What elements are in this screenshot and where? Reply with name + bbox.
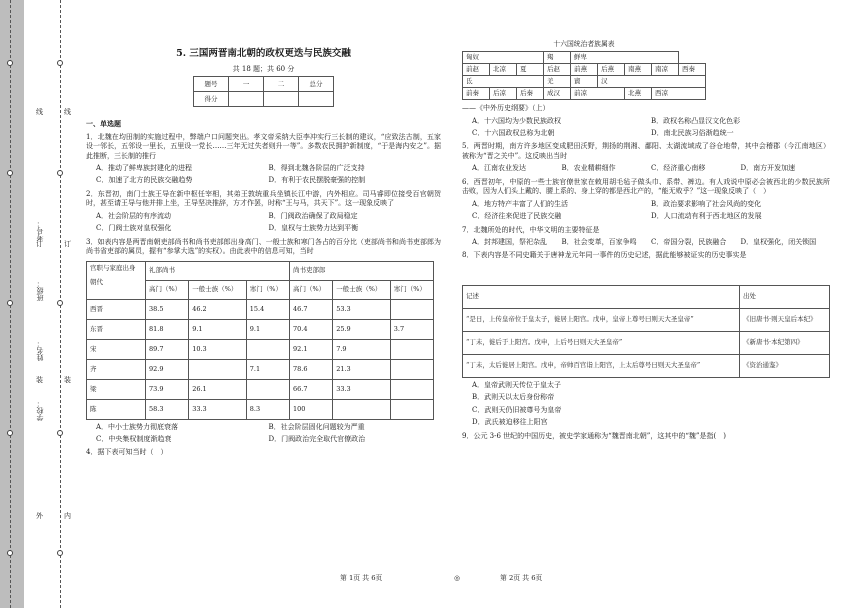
table-cell: 9.1 xyxy=(189,319,247,339)
table-row xyxy=(463,354,830,377)
table-cell: 3.7 xyxy=(390,319,433,339)
table-cell: 15.4 xyxy=(246,299,289,319)
score-cell[interactable] xyxy=(264,92,299,107)
binding-hole-icon xyxy=(57,170,63,176)
table-corner-bottom: 朝代 xyxy=(90,278,103,287)
option-b[interactable]: B．武则天以太后身份称帝 xyxy=(472,393,555,402)
table-group-header: 礼部尚书 xyxy=(146,261,290,280)
table-row xyxy=(87,359,434,379)
binding-margin xyxy=(0,0,78,608)
table-cell xyxy=(390,339,433,359)
option-d[interactable]: D．有利于农民摆脱豪强的控制 xyxy=(268,176,366,185)
table-row xyxy=(463,308,830,331)
question-8-stem: 8．下表内容是不同史籍关于唐神龙元年同一事件的历史记述，据此能够被证实的历史事实是 xyxy=(462,251,747,260)
table-cell: 46.2 xyxy=(189,299,247,319)
question-1-stem: 1．北魏在均田制的实施过程中，弊端户口问题突出。孝文帝采纳大臣李冲实行三长制的建议，“应致法古制，五家设一邻长，五邻设一里长，五里设一党长……三年无过失者则升一等”。多数农民拥护新制度，“于是海内安之”。据此推断，三长制的推行 xyxy=(86,132,441,160)
table-cell xyxy=(246,339,289,359)
page-title: 5. 三国两晋南北朝的政权更迭与民族交融 xyxy=(176,48,351,59)
option-d[interactable]: D．门阀政治完全取代官僚政治 xyxy=(268,434,366,443)
table-row-label: 梁 xyxy=(87,379,146,399)
binding-hole-icon xyxy=(57,60,63,66)
table-row xyxy=(463,64,706,76)
table-cell: 66.7 xyxy=(289,379,332,399)
binding-hole-icon xyxy=(7,170,13,176)
score-row-label: 得分 xyxy=(194,92,229,107)
option-c[interactable]: C．武则天仍旧被尊号为皇帝 xyxy=(472,405,562,414)
table-cell: 后赵 xyxy=(544,64,571,76)
table-cell xyxy=(333,399,391,419)
question-3-options xyxy=(86,423,441,445)
option-a[interactable]: A．封邦建国，祭祀杂乱 xyxy=(472,237,548,246)
binding-hole-icon xyxy=(7,430,13,436)
table-cell: 8.3 xyxy=(246,399,289,419)
question-5-stem: 5．两晋时期，南方许多地区变成肥田沃野，荆扬的荆湘、鄱阳、太湖流域成了谷仓地带，其中会稽郡（今江南地区）被称为“晋之关中”。这反映出当时 xyxy=(462,142,830,160)
table-cell: 10.3 xyxy=(189,339,247,359)
table-caption: 十六国统治者族属表 xyxy=(553,40,615,48)
table-cell: 100 xyxy=(289,399,332,419)
table-cell: 汉 xyxy=(598,76,706,88)
table-cell: 9.1 xyxy=(246,319,289,339)
question-2-stem: 2．东晋初，南门士族王导在新中枢任宰相，其弟王敦统重兵坐镇长江中游，内外相应。司马睿即位接受百官朝贺时，甚至请王导与他并排上坐，王导坚决推辞，方才作罢，时称“王与马，共天下”。这一现象反映了 xyxy=(86,189,441,208)
section-heading: 一、单选题 xyxy=(86,119,121,129)
table-row xyxy=(87,339,434,359)
option-a[interactable]: A．皇帝武则天传位于皇太子 xyxy=(472,380,562,389)
option-d[interactable]: D．南方开发加速 xyxy=(740,164,796,173)
option-d[interactable]: D．人口流动有利于西北地区的发展 xyxy=(651,212,762,221)
option-a[interactable]: A．社会阶层的有序流动 xyxy=(96,211,172,220)
table-cell: 前秦 xyxy=(463,88,490,100)
table-row xyxy=(87,319,434,339)
table-source: ——《中外历史纲要》（上） xyxy=(462,104,550,113)
class-field-label: 班级： xyxy=(36,280,44,301)
option-b[interactable]: B．门阀政治确保了政局稳定 xyxy=(268,211,358,220)
table-cell-source: 《旧唐书·则天皇后本纪》 xyxy=(740,308,830,331)
name-field-label: 姓名： xyxy=(36,340,44,361)
table-cell: 后秦 xyxy=(517,88,544,100)
table-cell xyxy=(189,359,247,379)
table-cell xyxy=(390,399,433,419)
table-row-label: 陈 xyxy=(87,399,146,419)
table-cell-record: “丁未，徙后于上阳宫。戊申，上后号曰则天大圣皇帝” xyxy=(463,331,740,354)
option-b[interactable]: B．得到北魏各阶层的广泛支持 xyxy=(268,164,365,172)
page-number-left: 第 1页 共 6页 xyxy=(340,574,383,582)
table-cell: 西秦 xyxy=(679,64,706,76)
table-cell: 北燕 xyxy=(625,88,652,100)
option-a[interactable]: A．中小士族势力彻底衰落 xyxy=(96,422,179,431)
table-row xyxy=(87,399,434,419)
table-cell xyxy=(390,299,433,319)
table-corner-cell xyxy=(87,261,146,299)
page-subtitle: 共 18 题；共 60 分 xyxy=(232,64,295,73)
table-row-label: 西晋 xyxy=(87,299,146,319)
table-cell: 前凉 xyxy=(571,88,625,100)
table-cell: 匈奴 xyxy=(463,52,544,64)
table-cell: 北凉 xyxy=(490,64,517,76)
question-8-options xyxy=(462,381,830,428)
question-7-stem: 7．北魏所处的时代，中华文明的主要特征是 xyxy=(462,225,600,234)
table-cell: 后燕 xyxy=(598,64,625,76)
question-3-table xyxy=(86,261,434,420)
table-cell-record: “是日，上传皇帝位于皇太子，徙居上阳宫。戊申，皇帝上尊号曰则天大圣皇帝” xyxy=(463,308,740,331)
table-row xyxy=(463,331,830,354)
table-cell: 賨 xyxy=(571,76,598,88)
binding-hole-icon xyxy=(57,550,63,556)
option-b[interactable]: B．社会变革，百家争鸣 xyxy=(561,237,637,246)
table-cell: 7.9 xyxy=(333,339,391,359)
option-c[interactable]: C．帝国分裂，民族融合 xyxy=(651,237,727,246)
left-page xyxy=(86,40,441,458)
table-row-label: 东晋 xyxy=(87,319,146,339)
binding-char-zhuang: 装 xyxy=(36,376,43,384)
table-cell: 53.3 xyxy=(333,299,391,319)
table-subheader: 高门（%） xyxy=(289,280,332,299)
question-4-stem: 4．据下表可知当时（ ） xyxy=(86,448,168,457)
binding-char-wai: 外 xyxy=(36,512,43,520)
table-cell: 羌 xyxy=(544,76,571,88)
table-cell: 46.7 xyxy=(289,299,332,319)
table-cell-source: 《新唐书·本纪第四》 xyxy=(740,331,830,354)
binding-char-zhuang-inner: 装 xyxy=(64,376,71,384)
table-cell: 73.9 xyxy=(146,379,189,399)
binding-hole-icon xyxy=(57,300,63,306)
score-cell[interactable] xyxy=(299,92,334,107)
table-subheader: 寒门（%） xyxy=(390,280,433,299)
option-c[interactable]: C．经济往来促进了民族交融 xyxy=(472,212,562,221)
table-cell: 西凉 xyxy=(652,88,706,100)
table-cell: 78.6 xyxy=(289,359,332,379)
table-cell: 33.3 xyxy=(333,379,391,399)
table-subheader: 一般士族（%） xyxy=(333,280,391,299)
table-cell: 鲜卑 xyxy=(571,52,679,64)
table-cell: 羯 xyxy=(544,52,571,64)
question-9-stem: 9．公元 3-6 世纪的中国历史，被史学家通称为“魏晋南北朝”，这其中的“魏”是指( ) xyxy=(462,431,726,440)
score-header: 总分 xyxy=(299,77,334,92)
table-cell: 26.1 xyxy=(189,379,247,399)
table-row xyxy=(463,88,706,100)
score-header: 题号 xyxy=(194,77,229,92)
question-4-options xyxy=(462,117,830,139)
option-a[interactable]: A．十六国均为少数民族政权 xyxy=(472,116,562,125)
table-group-header: 尚书吏部郎 xyxy=(289,261,433,280)
option-a[interactable]: A．推动了鲜卑族封建化的进程 xyxy=(96,164,193,172)
school-field-label: 学校： xyxy=(36,400,44,421)
binding-hole-icon xyxy=(57,430,63,436)
option-a[interactable]: A．江南农业发达 xyxy=(472,164,527,173)
table-cell: 58.3 xyxy=(146,399,189,419)
table-cell: 7.1 xyxy=(246,359,289,379)
score-header: 一 xyxy=(229,77,264,92)
table-cell: 25.9 xyxy=(333,319,391,339)
binding-char-xian-inner: 线 xyxy=(64,108,71,116)
table-corner-top: 官职与家庭出身 xyxy=(90,263,136,272)
right-page xyxy=(462,40,830,441)
table-cell: 夏 xyxy=(517,64,544,76)
option-c[interactable]: C．十六国政权总称为北朝 xyxy=(472,129,555,138)
table-cell xyxy=(246,379,289,399)
table-row-label: 齐 xyxy=(87,359,146,379)
table-cell: 21.3 xyxy=(333,359,391,379)
table-cell: 成汉 xyxy=(544,88,571,100)
table-cell: 南燕 xyxy=(625,64,652,76)
question-6-stem: 6．西晋初年，中原的一些士族官僚世家在敕用胡毛毡子做头巾、系带、裤边。有人戏说中原必会被西北的少数民族所击败，因为人们头上戴的、腰上系的、身上穿的都是西北产的，“能无败乎？”这一现象反映了（ ） xyxy=(462,177,830,196)
table-cell: 后凉 xyxy=(490,88,517,100)
option-c[interactable]: C．经济重心南移 xyxy=(651,164,706,173)
table-header: 记述 xyxy=(463,285,740,308)
option-d[interactable]: D．南北民族习俗渐趋统一 xyxy=(651,129,734,138)
table-cell xyxy=(390,379,433,399)
table-row xyxy=(87,299,434,319)
exam-number-field-label: 考号： xyxy=(36,220,44,241)
option-d[interactable]: D．皇权强化，闭关锁国 xyxy=(740,237,817,246)
binding-hole-icon xyxy=(7,550,13,556)
option-a[interactable]: A．地方特产丰富了人们的生活 xyxy=(472,199,569,208)
table-row xyxy=(87,379,434,399)
option-d[interactable]: D．皇权与士族势力达到平衡 xyxy=(268,224,359,233)
option-b[interactable]: B．政权名称凸显汉文化色彩 xyxy=(651,116,741,125)
table-cell: 南凉 xyxy=(652,64,679,76)
question-6-options xyxy=(462,200,830,222)
option-c[interactable]: C．中央集权制度渐趋衰 xyxy=(96,434,172,443)
question-8-table xyxy=(462,285,830,378)
option-b[interactable]: B．农业精耕细作 xyxy=(561,164,616,173)
option-d[interactable]: D．武氏被迫移往上阳宫 xyxy=(472,418,548,427)
question-5-options xyxy=(462,164,830,173)
binding-char-xian: 线 xyxy=(36,108,43,116)
table-cell: 38.5 xyxy=(146,299,189,319)
question-4-table xyxy=(462,51,706,100)
option-b[interactable]: B．政治要求影响了社会风尚的变化 xyxy=(651,199,762,208)
page-number-right: 第 2页 共 6页 xyxy=(500,574,543,582)
binding-char-ding: 订 xyxy=(36,240,43,248)
score-table xyxy=(193,76,334,107)
question-2-options xyxy=(86,212,441,234)
table-cell-record: “丁未，太后徙居上阳宫。戊申，帝帅百官诣上阳宫，上太后尊号曰则天大圣皇帝” xyxy=(463,354,740,377)
binding-char-nei: 内 xyxy=(64,512,71,520)
score-header: 二 xyxy=(264,77,299,92)
table-cell: 89.7 xyxy=(146,339,189,359)
binding-hole-icon xyxy=(7,60,13,66)
table-cell: 92.1 xyxy=(289,339,332,359)
table-subheader: 寒门（%） xyxy=(246,280,289,299)
question-3-stem: 3．如表内容是两晋南朝吏部尚书和尚书吏部郎出身高门、一般士族和寒门各占的百分比（吏部尚书和尚书吏部郎为尚书省吏部的属员，握有“参掌大选”的实权）。由此表中的信息可知，当时 xyxy=(86,237,441,256)
table-cell: 81.8 xyxy=(146,319,189,339)
table-cell xyxy=(390,359,433,379)
table-cell: 前燕 xyxy=(571,64,598,76)
binding-hole-icon xyxy=(7,300,13,306)
table-header: 出处 xyxy=(740,285,830,308)
page-divider-mark: ◎ xyxy=(454,574,460,582)
table-subheader: 高门（%） xyxy=(146,280,189,299)
table-row-label: 宋 xyxy=(87,339,146,359)
question-1-options xyxy=(86,164,441,186)
question-7-options xyxy=(462,238,830,247)
table-row xyxy=(463,52,706,64)
table-cell: 氐 xyxy=(463,76,544,88)
option-c[interactable]: C．门阀士族对皇权强化 xyxy=(96,224,172,233)
score-cell[interactable] xyxy=(229,92,264,107)
binding-char-ding-inner: 订 xyxy=(64,240,71,248)
table-cell: 前赵 xyxy=(463,64,490,76)
table-subheader: 一般士族（%） xyxy=(189,280,247,299)
option-c[interactable]: C．加速了北方的民族交融趋势 xyxy=(96,176,193,185)
table-cell: 92.9 xyxy=(146,359,189,379)
option-b[interactable]: B．社会阶层固化问题较为严重 xyxy=(268,422,365,431)
table-row xyxy=(463,76,706,88)
table-cell: 70.4 xyxy=(289,319,332,339)
table-cell-source: 《资治通鉴》 xyxy=(740,354,830,377)
table-cell: 33.3 xyxy=(189,399,247,419)
